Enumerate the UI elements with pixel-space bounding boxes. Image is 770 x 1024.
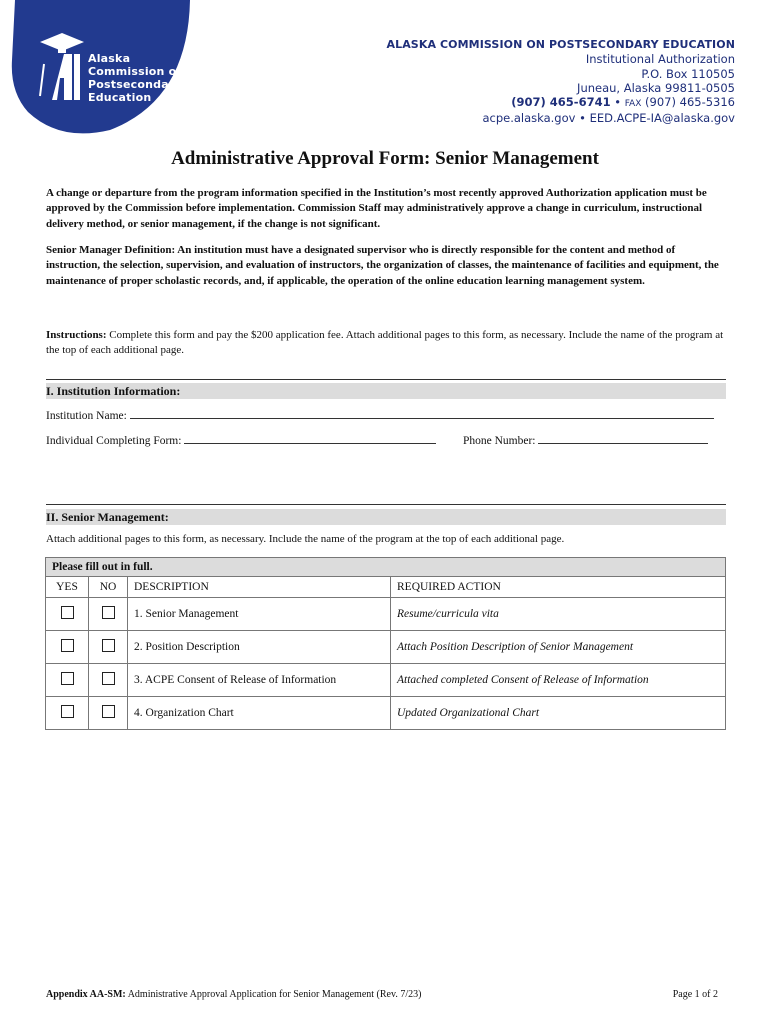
row-description: 1. Senior Management [128, 598, 391, 631]
requirements-table [45, 557, 726, 730]
yes-checkbox[interactable] [61, 672, 74, 685]
footer-code: Appendix AA-SM: [46, 989, 126, 1000]
po-box: P.O. Box 110505 [641, 66, 735, 81]
footer-text: Appendix AA-SM: Administrative Approval Application for Senior Management (Rev. 7/23) [46, 989, 422, 1000]
table-header-row [46, 577, 726, 598]
section2-heading: II. Senior Management: [46, 509, 726, 525]
section1-heading: I. Institution Information: [46, 383, 726, 399]
individual-input[interactable] [184, 431, 436, 444]
table-row [46, 664, 726, 697]
fax-label: FAX [624, 99, 642, 110]
intro-paragraph: A change or departure from the program information specified in the Institution’s most recently approved Authorization application must be approved by the Commission before implementation. Commission Staff may administratively approve a change in curriculum, instructional delivery method, or senior management, if the change is not significant. [46, 187, 707, 230]
phone-field [463, 431, 708, 447]
col-yes: YES [46, 577, 89, 598]
city: Juneau, Alaska 99811-0505 [577, 80, 735, 95]
individual-label: Individual Completing Form: [46, 435, 182, 447]
row-action: Resume/curricula vita [391, 598, 726, 631]
table-row [46, 598, 726, 631]
no-checkbox[interactable] [102, 705, 115, 718]
web-email: acpe.alaska.gov • EED.ACPE-IA@alaska.gov [482, 111, 735, 126]
org-name: ALASKA COMMISSION ON POSTSECONDARY EDUCATION [386, 38, 735, 51]
col-action: REQUIRED ACTION [391, 577, 726, 598]
table-row [46, 631, 726, 664]
logo [0, 0, 200, 140]
phone-fax: (907) 465-6741 • FAX (907) 465-5316 [511, 95, 735, 110]
no-checkbox[interactable] [102, 672, 115, 685]
page-number: Page 1 of 2 [672, 989, 718, 1000]
institution-name-input[interactable] [130, 406, 714, 419]
instructions-paragraph [46, 328, 726, 359]
logo-text: Alaska Commission on Postsecondary Education [88, 52, 185, 104]
divider [46, 504, 726, 505]
phone: (907) 465-6741 [511, 95, 611, 110]
email-link[interactable]: EED.ACPE-IA@alaska.gov [589, 111, 735, 126]
row-action: Attach Position Description of Senior Management [391, 631, 726, 664]
table-row [46, 697, 726, 730]
phone-input[interactable] [538, 431, 708, 444]
col-description: DESCRIPTION [128, 577, 391, 598]
page-title: Administrative Approval Form: Senior Management [171, 148, 599, 169]
yes-checkbox[interactable] [61, 639, 74, 652]
instructions-label: Instructions: [46, 329, 107, 341]
yes-checkbox[interactable] [61, 606, 74, 619]
definition-paragraph: Senior Manager Definition: An institution must have a designated supervisor who is directly responsible for the content and method of instruction, the selection, supervision, and evaluation of instructors, the organization of classes, the maintenance of facilities and equipment, the maintenance of proper scholastic records, and, if applicable, the operation of the online education learning management system. [46, 244, 719, 287]
individual-field [46, 431, 436, 447]
contact-block [386, 38, 735, 126]
row-action: Updated Organizational Chart [391, 697, 726, 730]
institution-name-field [46, 406, 714, 422]
no-checkbox[interactable] [102, 606, 115, 619]
dept-name: Institutional Authorization [585, 52, 735, 67]
website-link[interactable]: acpe.alaska.gov [482, 111, 576, 126]
no-checkbox[interactable] [102, 639, 115, 652]
fax: (907) 465-5316 [645, 95, 735, 110]
instructions-text: Complete this form and pay the $200 application fee. Attach additional pages to this form, as necessary. Include the name of the program at the top of each additional page. [46, 329, 724, 357]
yes-checkbox[interactable] [61, 705, 74, 718]
table-row [46, 558, 726, 577]
section2-note: Attach additional pages to this form, as necessary. Include the name of the program at the top of each additional page. [46, 533, 565, 545]
row-action: Attached completed Consent of Release of Information [391, 664, 726, 697]
row-description: 4. Organization Chart [128, 697, 391, 730]
col-no: NO [89, 577, 128, 598]
fill-label: Please fill out in full. [46, 558, 726, 577]
divider [46, 379, 726, 380]
row-description: 3. ACPE Consent of Release of Information [128, 664, 391, 697]
row-description: 2. Position Description [128, 631, 391, 664]
institution-name-label: Institution Name: [46, 410, 127, 422]
phone-label: Phone Number: [463, 435, 536, 447]
